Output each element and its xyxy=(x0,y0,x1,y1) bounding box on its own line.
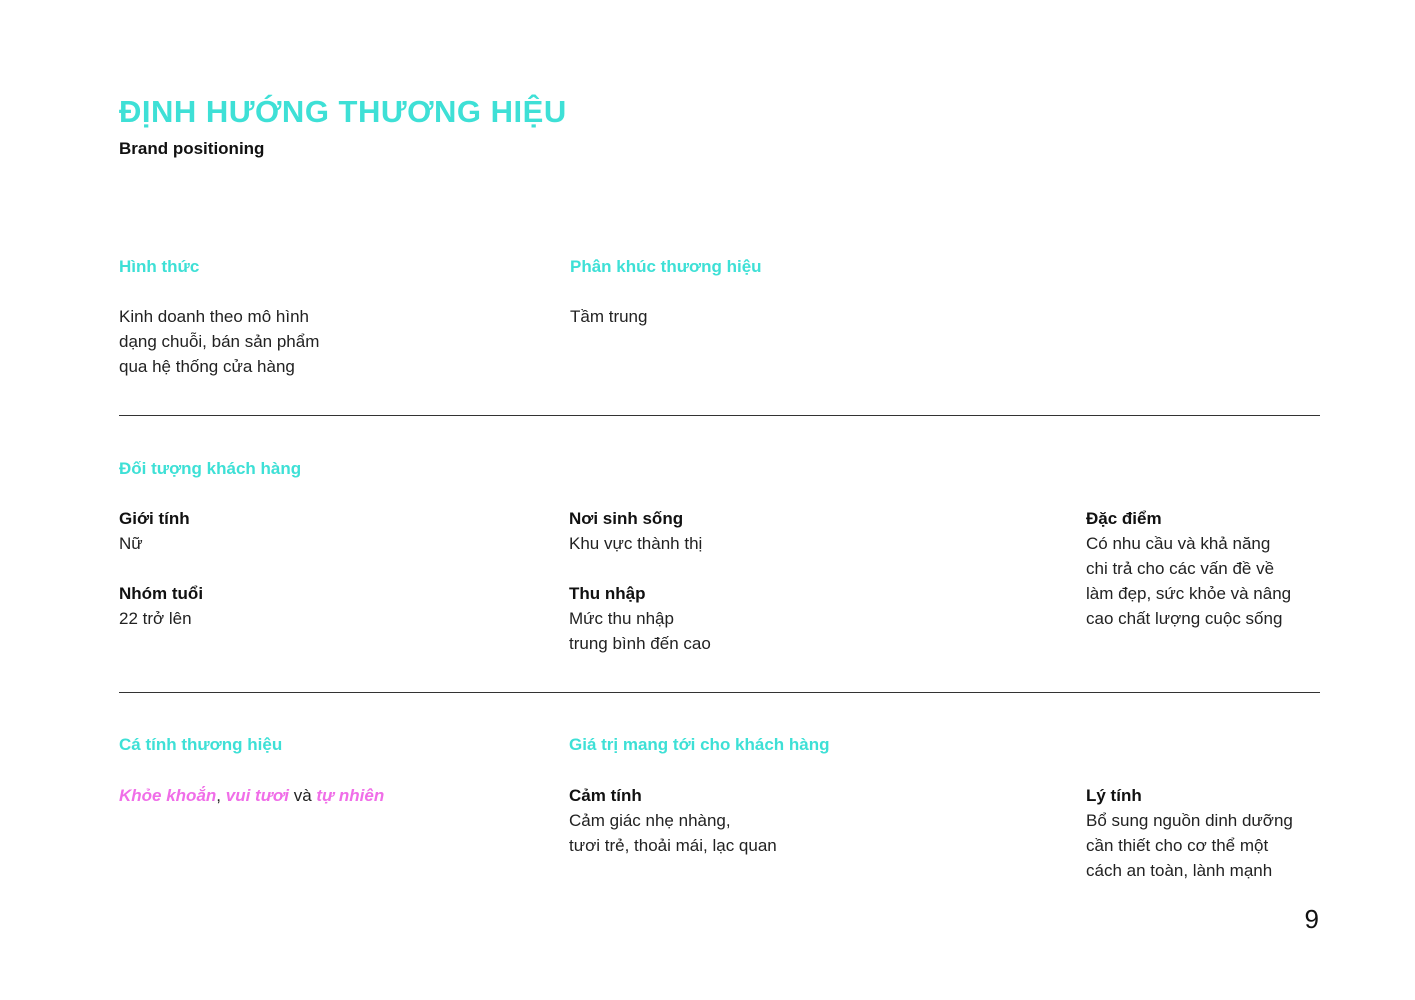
income-label: Thu nhập xyxy=(569,584,646,603)
traits-label: Đặc điểm xyxy=(1086,509,1162,528)
personality-text xyxy=(119,783,384,808)
gender-value: Nữ xyxy=(119,534,143,553)
gender-label: Giới tính xyxy=(119,509,190,528)
page-subtitle: Brand positioning xyxy=(119,139,265,158)
personality-word-1: Khỏe khoắn xyxy=(119,786,217,805)
page-title: ĐỊNH HƯỚNG THƯƠNG HIỆU xyxy=(119,94,567,129)
age-label: Nhóm tuổi xyxy=(119,584,204,603)
personality-sep-1: , xyxy=(216,786,226,805)
personality-heading: Cá tính thương hiệu xyxy=(119,735,283,754)
traits-value: Có nhu cầu và khả năng chi trả cho các vấn đề về làm đẹp, sức khỏe và nâng cao chất lượng cuộc sống xyxy=(1086,534,1292,628)
audience-heading: Đối tượng khách hàng xyxy=(119,459,302,478)
personality-word-3: tự nhiên xyxy=(316,786,385,805)
personality-word-2: vui tươi xyxy=(225,786,289,805)
form-text: Kinh doanh theo mô hình dạng chuỗi, bán sản phẩm qua hệ thống cửa hàng xyxy=(119,307,320,376)
residence-label: Nơi sinh sống xyxy=(569,509,684,528)
rational-label: Lý tính xyxy=(1086,786,1142,805)
divider-2 xyxy=(119,692,1320,693)
value-heading: Giá trị mang tới cho khách hàng xyxy=(569,735,830,754)
divider-1 xyxy=(119,415,1320,416)
age-value: 22 trở lên xyxy=(119,609,192,628)
personality-sep-2: và xyxy=(288,786,317,805)
income-value: Mức thu nhập trung bình đến cao xyxy=(569,609,711,653)
segment-text: Tầm trung xyxy=(570,307,648,326)
form-heading: Hình thức xyxy=(119,257,200,276)
rational-value: Bổ sung nguồn dinh dưỡng cần thiết cho cơ thể một cách an toàn, lành mạnh xyxy=(1086,811,1293,880)
segment-heading: Phân khúc thương hiệu xyxy=(570,257,762,276)
emotional-label: Cảm tính xyxy=(569,786,642,805)
page-number: 9 xyxy=(1304,904,1319,934)
residence-value: Khu vực thành thị xyxy=(569,534,703,553)
emotional-value: Cảm giác nhẹ nhàng, tươi trẻ, thoải mái, lạc quan xyxy=(569,811,777,855)
